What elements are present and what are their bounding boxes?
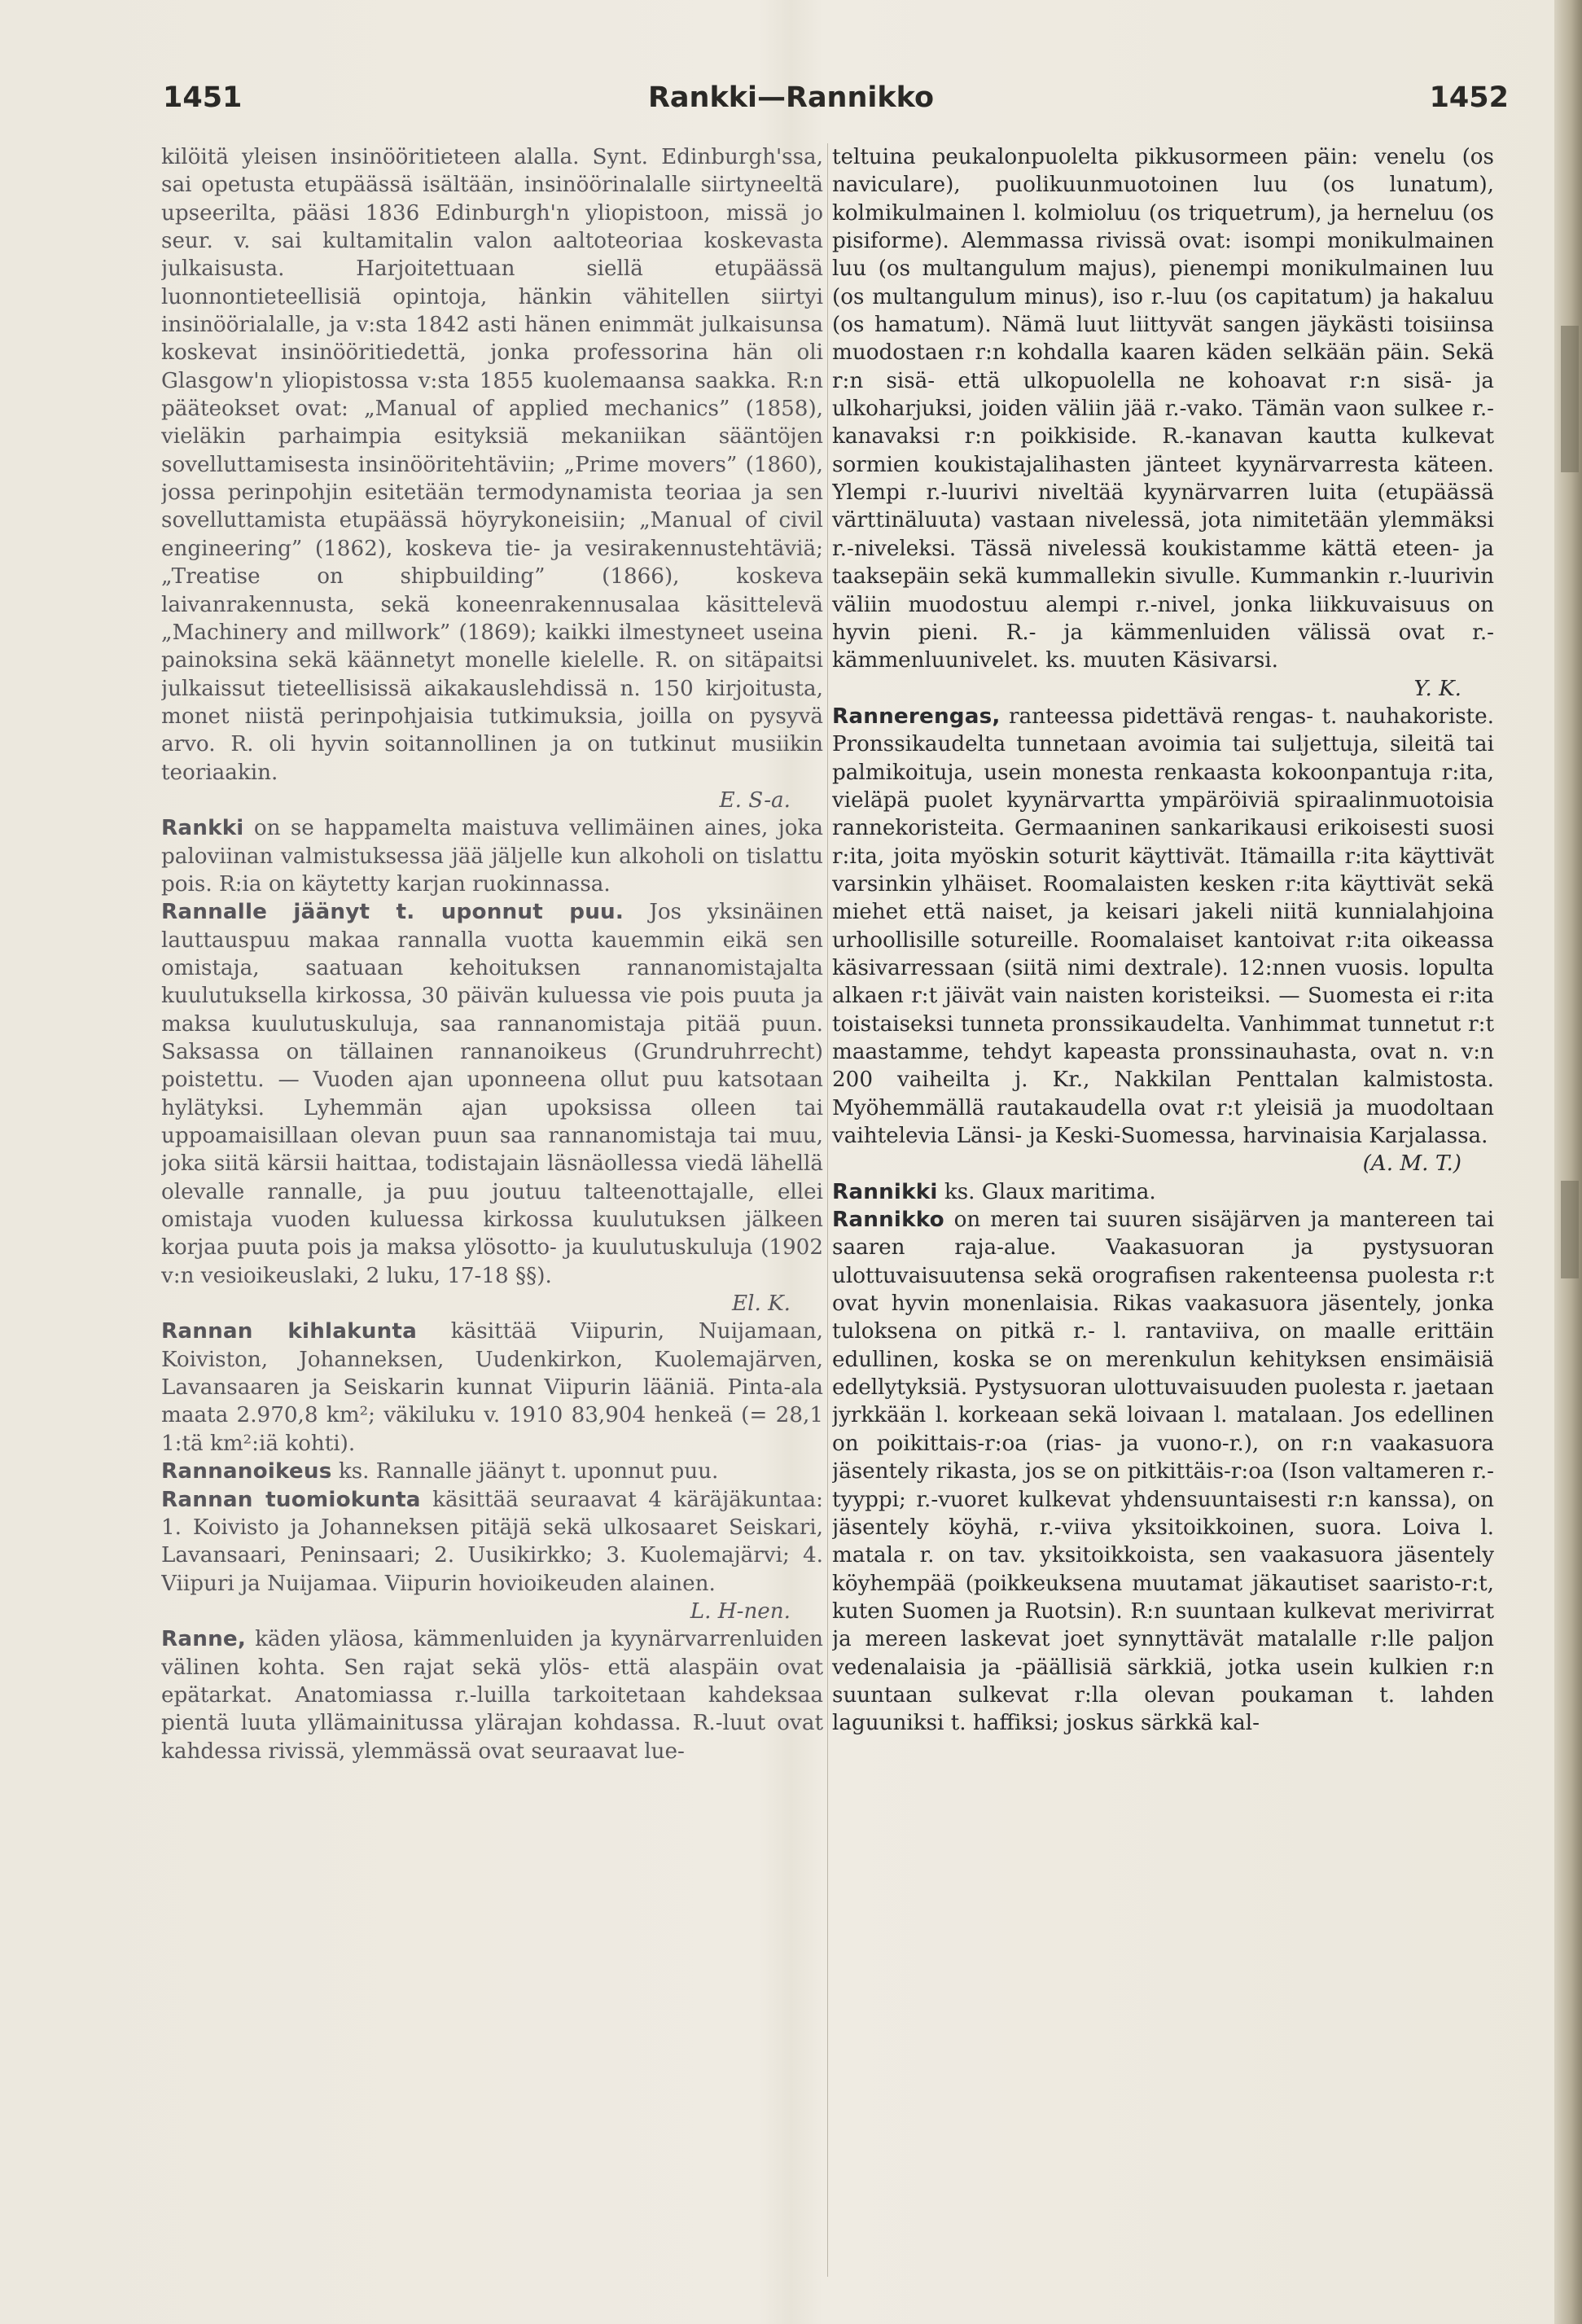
entry-text: on se happamelta maistuva vellimäinen aines, joka paloviinan valmistuksessa jää jäljelle kun alkoholi on tislattu pois. R:ia on käytetty karjan ruokinnassa.	[161, 816, 823, 897]
entry-text: ks. Rannalle jäänyt t. uponnut puu.	[331, 1459, 719, 1484]
thumb-index-mark	[1561, 1181, 1579, 1278]
encyclopedia-entry	[161, 1486, 823, 1598]
entry-text: käden yläosa, kämmenluiden ja kyynärvarrenluiden välinen kohta. Sen rajat sekä ylös- että alaspäin ovat epätarkat. Anatomiassa r.-luilla tarkoitetaan kahdeksaa pientä luuta yllämainitussa ylärajan kohdassa. R.-luut ovat kahdessa rivissä, ylemmässä ovat seuraavat lue-	[161, 1627, 823, 1764]
encyclopedia-entry	[832, 1206, 1494, 1738]
entry-text: kilöitä yleisen insinööritieteen alalla. Synt. Edinburgh'ssa, sai opetusta etupäässä isältään, insinöörinalalle siirtyneeltä upseerilta, pääsi 1836 Edinburgh'n yliopistoon, missä jo seur. v. sai kultamitalin valon aaltoteoriaa koskevasta julkaisusta. Harjoitettuaan siellä etupäässä luonnontieteellisiä opintoja, hänkin vähitellen siirtyi insinöörialalle, ja v:sta 1842 asti hänen enimmät julkaisunsa koskevat insinööritiedettä, jonka professorina hän oli Glasgow'n yliopistossa v:sta 1855 kuolemaansa saakka. R:n pääteokset ovat: „Manual of applied mechanics” (1858), vieläkin parhaimpia esityksiä mekaniikan sääntöjen sovelluttamisesta insinööritehtäviin; „Prime movers” (1860), jossa perinpohjin esitetään termodynamista teoriaa ja sen sovelluttamista etupäässä höyrykoneisiin; „Manual of civil engineering” (1862), koskeva tie- ja vesirakennustehtäviä; „Treatise on shipbuilding” (1866), koskeva laivanrakennusta, sekä koneenrakennusalaa käsittelevä „Machinery and millwork” (1869); kaikki ilmestyneet useina painoksina sekä käännetyt monelle kielelle. R. on sitäpaitsi julkaissut tieteellisissä aikakauslehdissä n. 150 kirjoitusta, monet niistä perinpohjaisia tutkimuksia, joilla on pysyvä arvo. R. oli hyvin soitannollinen ja on tutkinut musiikin teoriaakin.	[161, 145, 823, 785]
running-header	[0, 81, 1582, 130]
author-signature: Y. K.	[1413, 676, 1461, 701]
encyclopedia-entry	[161, 898, 823, 1290]
encyclopedia-entry	[161, 1318, 823, 1458]
entry-headword: Rannan kihlakunta	[161, 1319, 417, 1344]
author-signature: (A. M. T.)	[1362, 1151, 1461, 1177]
page-number-left: 1451	[163, 81, 243, 114]
encyclopedia-entry	[161, 1625, 823, 1765]
encyclopedia-entry	[832, 1178, 1494, 1206]
page-edge-shadow	[1554, 0, 1582, 2324]
entry-text: käsittää seuraavat 4 käräjäkuntaa: 1. Koivisto ja Johanneksen pitäjä sekä ulkosaaret Seiskari, Lavansaari, Peninsaari; 2. Uusikirkko; 3. Kuolemajärvi; 4. Viipuri ja Nuijamaa. Viipurin hovioikeuden alainen.	[161, 1487, 823, 1596]
page-number-right: 1452	[1429, 81, 1509, 114]
author-signature: L. H-nen.	[690, 1598, 791, 1624]
entry-headword: Rannerengas,	[832, 704, 1001, 729]
author-signature: El. K.	[731, 1291, 791, 1317]
entry-headword: Rannan tuomiokunta	[161, 1487, 421, 1512]
encyclopedia-entry	[161, 143, 823, 787]
entry-text: on meren tai suuren sisäjärven ja mantereen tai saaren raja-alue. Vaakasuoran ja pystysuoran ulottuvaisuutensa sekä orografisen rakenteensa puolesta r:t ovat hyvin monenlaisia. Rikas vaakasuora jäsentely, jonka tuloksena on pitkä r.- l. rantaviiva, on maalle erittäin edullinen, koska se on merenkulun kehityksen ensimäisiä edellytyksiä. Pystysuoran ulottuvaisuuden puolesta r. jaetaan jyrkkään l. korkeaan sekä loivaan l. matalaan. Jos edellinen on poikittais-r:oa (rias- ja vuono-r.), on r:n vaakasuora jäsentely rikasta, jos se on pitkittäis-r:oa (Ison valtameren r.-tyyppi; r.-vuoret kulkevat yhdensuuntaisesti r:n kanssa), on jäsentely köyhä, r.-viiva yksitoikkoinen, suora. Loiva l. matala r. on tav. yksitoikkoista, sen vaakasuora jäsentely köyhempää (poikkeuksena muutamat jäkautiset saaristo-r:t, kuten Suomen ja Ruotsin). R:n suuntaan kulkevat merivirrat ja mereen laskevat joet synnyttävät matalalle r:lle paljon vedenalaisia ja -päällisiä särkkiä, jotka usein kulkien r:n suuntaan sulkevat r:lla olevan poukaman t. lahden laguuniksi t. haffiksi; joskus särkkä kal-	[832, 1208, 1494, 1736]
entry-text: käsittää Viipurin, Nuijamaan, Koiviston, Johanneksen, Uudenkirkon, Kuolemajärven, Lavansaaren ja Seiskarin kunnat Viipurin lääniä. Pinta-ala maata 2.970,8 km²; väkiluku v. 1910 83,904 henkeä (= 28,1 1:tä km²:iä kohti).	[161, 1319, 823, 1456]
entry-headword: Rannalle jäänyt t. uponnut puu.	[161, 900, 624, 925]
entry-headword: Rannikko	[832, 1208, 944, 1233]
encyclopedia-entry	[161, 814, 823, 898]
running-title: Rankki—Rannikko	[647, 81, 935, 114]
entry-text: ks. Glaux maritima.	[937, 1179, 1156, 1204]
entry-headword: Rannanoikeus	[161, 1459, 332, 1484]
encyclopedia-entry	[832, 143, 1494, 675]
entry-headword: Rankki	[161, 816, 244, 841]
right-column	[832, 143, 1494, 2293]
encyclopedia-entry	[161, 1458, 823, 1485]
entry-text: teltuina peukalonpuolelta pikkusormeen päin: venelu (os naviculare), puolikuunmuotoinen luu (os lunatum), kolmikulmainen l. kolmioluu (os triquetrum), ja herneluu (os pisiforme). Alemmassa rivissä ovat: isompi monikulmainen luu (os multangulum majus), pienempi monikulmainen luu (os multangulum minus), iso r.-luu (os capitatum) ja hakaluu (os hamatum). Nämä luut liittyvät sangen jäykästi toisiinsa muodostaen r:n kohdalla kaaren käden selkään päin. Sekä r:n sisä- että ulkopuolella ne kohoavat r:n sisä- ja ulkoharjuksi, joiden väliin jää r.-vako. Tämän vaon sulkee r.-kanavaksi r:n poikkiside. R.-kanavan kautta kulkevat sormien koukistajalihasten jänteet kyynärvarresta käteen. Ylempi r.-luurivi niveltää kyynärvarren luita (etupäässä värttinäluuta) vastaan nivelessä, jota nimitetään ylemmäksi r.-niveleksi. Tässä nivelessä koukistamme kättä eteen- ja taaksepäin sekä kummallekin sivulle. Kummankin r.-luurivin väliin muodostuu alempi r.-nivel, jonka liikkuvaisuus on hyvin pieni. R.- ja kämmenluiden välissä ovat r.-kämmenluunivelet. ks. muuten Käsivarsi.	[832, 145, 1494, 673]
author-signature: E. S-a.	[719, 787, 791, 813]
entry-headword: Rannikki	[832, 1179, 938, 1204]
entry-text: ranteessa pidettävä rengas- t. nauhakoriste. Pronssikaudelta tunnetaan avoimia tai suljettuja, sileitä tai palmikoituja, usein monesta renkaasta kokoonpantuja r:ita, vieläpä puolet kyynärvartta ympäröiviä spiraalinmuotoisia rannekoristeita. Germaaninen sankarikausi erikoisesti suosi r:ita, joita myöskin soturit käyttivät. Itämailla r:ita käyttivät varsinkin ylhäiset. Roomalaisten kesken r:ita käyttivät sekä miehet että naiset, ja keisari jakeli niitä kunnialahjoina urhoollisille sotureille. Roomalaiset kantoivat r:ita oikeassa käsivarressaan (siitä nimi dextrale). 12:nnen vuosis. lopulta alkaen r:t jäivät vain naisten koristeiksi. — Suomesta ei r:ita toistaiseksi tunneta pronssikaudelta. Vanhimmat tunnetut r:t maastamme, tehdyt kapeasta pronssinauhasta, ovat n. v:n 200 vaiheilta j. Kr., Nakkilan Penttalan kalmistosta. Myöhemmällä rautakaudella ovat r:t yleisiä ja muodoltaan vaihtelevia Länsi- ja Keski-Suomessa, harvinaisia Karjalassa.	[832, 704, 1494, 1149]
entry-text: Jos yksinäinen lauttauspuu makaa rannalla vuotta kauemmin eikä sen omistaja, saatuaan kehoituksen rannanomistajalta kuulutuksella kirkossa, 30 päivän kuluessa vie pois puuta ja maksa kuulutuskuluja, saa rannanomistaja pitää puun. Saksassa on tällainen rannanoikeus (Grundruhrrecht) poistettu. — Vuoden ajan uponneena ollut puu katsotaan hylätyksi. Lyhemmän ajan upoksissa olleen tai uppoamaisillaan olevan puun saa rannanomistaja tai muu, joka siitä kärsii haittaa, todistajain läsnäollessa viedä lähellä olevalle rannalle, ja puu joutuu talteenottajalle, ellei omistaja vuoden kuluessa kirkossa kuulutuksen jälkeen korjaa puuta pois ja maksa ylösotto- ja kuulutuskuluja (1902 v:n vesioikeuslaki, 2 luku, 17-18 §§).	[161, 900, 823, 1288]
entry-headword: Ranne,	[161, 1627, 247, 1652]
thumb-index-mark	[1561, 326, 1579, 472]
left-column	[161, 143, 823, 2293]
column-divider	[827, 143, 828, 2277]
encyclopedia-entry	[832, 703, 1494, 1151]
